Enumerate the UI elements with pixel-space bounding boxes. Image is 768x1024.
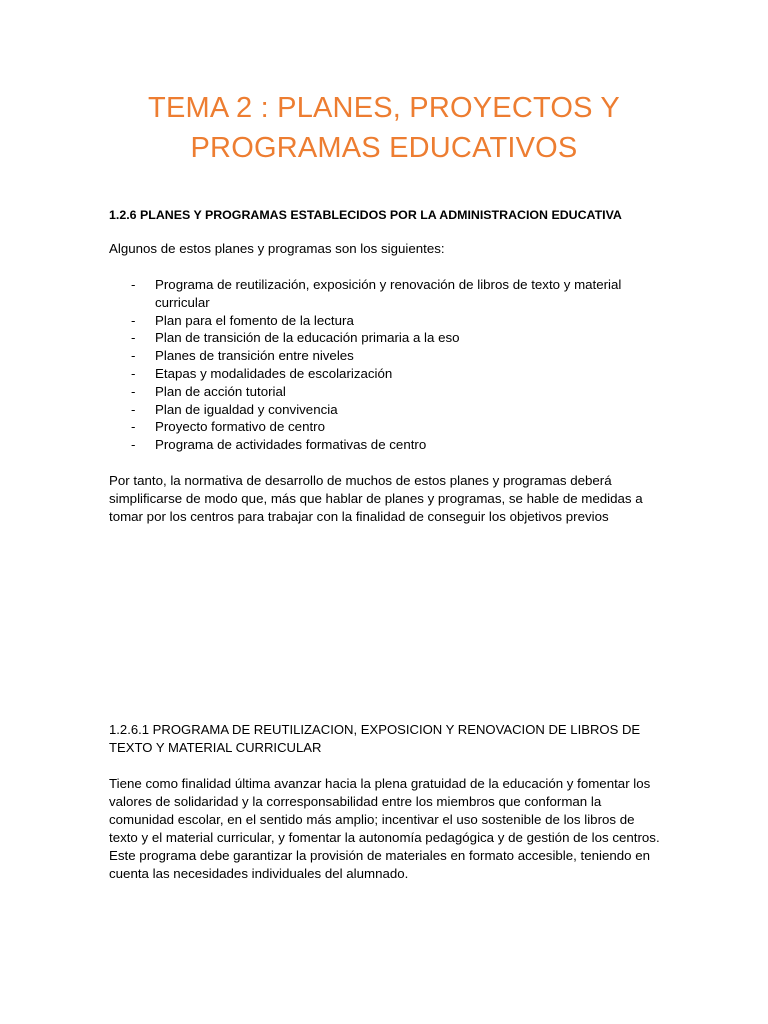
title-line-1: TEMA 2 : PLANES, PROYECTOS Y xyxy=(148,92,620,124)
list-marker: - xyxy=(131,348,136,364)
list-item xyxy=(109,312,669,330)
list-item xyxy=(109,365,669,383)
list-marker: - xyxy=(131,419,136,435)
list-marker: - xyxy=(131,277,136,292)
list-item xyxy=(109,347,669,365)
list-marker: - xyxy=(131,312,136,328)
section-heading: 1.2.6 PLANES Y PROGRAMAS ESTABLECIDOS POR LA ADMINISTRACION EDUCATIVA xyxy=(109,208,622,222)
list-marker: - xyxy=(131,330,136,346)
list-marker: - xyxy=(131,365,136,381)
list-item xyxy=(109,276,669,312)
subsection-heading: 1.2.6.1 PROGRAMA DE REUTILIZACION, EXPOSICION Y RENOVACION DE LIBROS DE TEXTO Y MATERIAL CURRICULAR xyxy=(109,722,641,755)
list-item xyxy=(109,401,669,419)
plans-list xyxy=(109,276,669,454)
intro-paragraph: Algunos de estos planes y programas son los siguientes: xyxy=(109,241,445,256)
subsection-body: Tiene como finalidad última avanzar hacia la plena gratuidad de la educación y fomentar los valores de solidaridad y la corresponsabilidad entre los miembros que conforman la comunidad escolar, en el sentido más amplio; incentivar el uso sostenible de los libros de texto y el material curricular, y fomentar la autonomía pedagógica y de gestión de los centros. Este programa debe garantizar la provisión de materiales en formato accesible, teniendo en cuenta las necesidades individuales del alumnado. xyxy=(109,776,660,881)
page-title xyxy=(0,88,768,168)
list-item xyxy=(109,436,669,454)
title-line-2: PROGRAMAS EDUCATIVOS xyxy=(190,132,578,164)
list-item-text: Plan de igualdad y convivencia xyxy=(155,401,338,417)
list-item xyxy=(109,329,669,347)
list-marker: - xyxy=(131,437,136,453)
list-marker: - xyxy=(131,401,136,417)
list-item-text: Plan de transición de la educación primaria a la eso xyxy=(155,330,460,346)
list-item-text: Plan de acción tutorial xyxy=(155,383,286,399)
list-item-text: Programa de actividades formativas de centro xyxy=(155,437,427,453)
list-item-text: Planes de transición entre niveles xyxy=(155,348,354,364)
closing-paragraph: Por tanto, la normativa de desarrollo de muchos de estos planes y programas deberá simplificarse de modo que, más que hablar de planes y programas, se hable de medidas a tomar por los centros para trabajar con la finalidad de conseguir los objetivos previos xyxy=(109,473,643,524)
list-item xyxy=(109,418,669,436)
list-marker: - xyxy=(131,383,136,399)
list-item-text: Plan para el fomento de la lectura xyxy=(155,312,354,328)
list-item-text: Etapas y modalidades de escolarización xyxy=(155,365,393,381)
list-item-text: Proyecto formativo de centro xyxy=(155,419,325,435)
list-item xyxy=(109,383,669,401)
list-item-text: Programa de reutilización, exposición y renovación de libros de texto y material curricular xyxy=(155,277,622,310)
